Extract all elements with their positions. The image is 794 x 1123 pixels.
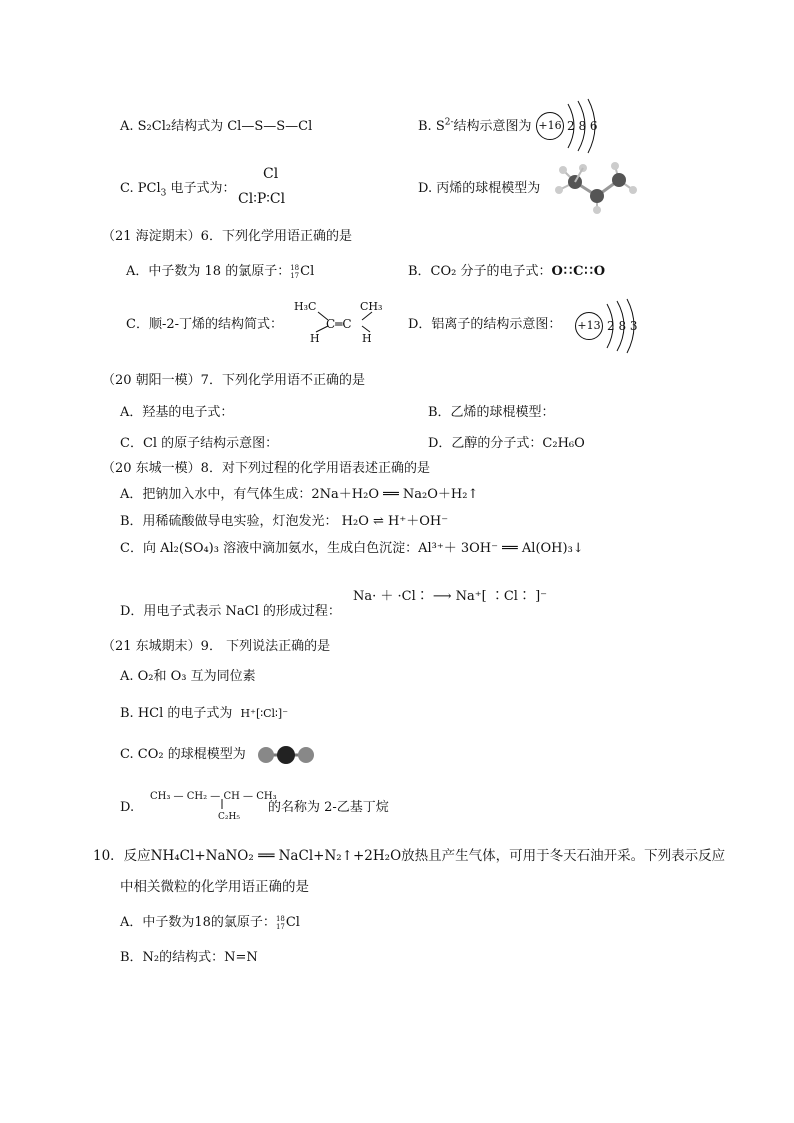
q10-option-a bbox=[120, 914, 300, 932]
q8-option-d: D．用电子式表示 NaCl 的形成过程： bbox=[120, 604, 341, 619]
q9-option-c: C. CO₂ 的球棍模型为 bbox=[120, 747, 246, 762]
q6-isotope bbox=[290, 264, 299, 280]
q6-option-d: D．铝离子的结构示意图： bbox=[408, 317, 562, 332]
q6-atomic-number: 17 bbox=[290, 271, 300, 280]
q7-option-a: A．羟基的电子式： bbox=[120, 405, 234, 420]
q10-option-b: B．N₂的结构式：N=N bbox=[120, 950, 258, 965]
q6-h3c: H₃C bbox=[294, 300, 317, 313]
q10-mass-number: 18 bbox=[275, 914, 285, 923]
co2-ball-stick-model bbox=[255, 745, 317, 765]
q6-al-diagram bbox=[575, 312, 638, 340]
q6-h-right: H bbox=[362, 332, 372, 345]
q5-pcl3-formula: Cl∶P∶Cl bbox=[238, 191, 286, 207]
q5-option-d: D. 丙烯的球棍模型为 bbox=[418, 181, 541, 196]
q6-option-a-text: A．中子数为 18 的氯原子： bbox=[126, 264, 291, 279]
q5-shell-arcs bbox=[564, 98, 604, 154]
q6-double-bond: C═C bbox=[326, 317, 352, 331]
q10-atomic-number: 17 bbox=[275, 922, 285, 931]
q6-option-c: C．顺-2-丁烯的结构简式： bbox=[126, 317, 284, 332]
q5-option-b-sup: 2- bbox=[444, 117, 454, 128]
q6-stem: （21 海淀期末）6．下列化学用语正确的是 bbox=[102, 229, 352, 244]
q7-option-d: D．乙醇的分子式：C₂H₆O bbox=[428, 436, 585, 451]
q5-option-b-post: 结构示意图为 bbox=[453, 119, 532, 134]
q9-stem: （21 东城期末）9． 下列说法正确的是 bbox=[102, 639, 331, 654]
q10-isotope bbox=[276, 915, 285, 931]
q5-option-c-pre: C. PCl bbox=[120, 181, 161, 196]
q5-option-c-sub: 3 bbox=[160, 188, 167, 199]
q6-bond-lines bbox=[306, 308, 382, 334]
q8-stem: （20 东城一模）8．对下列过程的化学用语表述正确的是 bbox=[102, 461, 430, 476]
propene-ball-stick-model bbox=[553, 162, 641, 216]
q6-shells: 2 8 3 bbox=[607, 319, 638, 333]
q5-option-b bbox=[418, 118, 532, 136]
q8-option-b: B．用稀硫酸做导电实验，灯泡发光： H₂O ⇌ H⁺＋OH⁻ bbox=[120, 514, 449, 529]
q10-stem-line2: 中相关微粒的化学用语正确的是 bbox=[120, 879, 309, 895]
q9-option-d-label: D. bbox=[120, 800, 135, 815]
q5-nucleus: +16 bbox=[536, 112, 564, 140]
q9-option-b-text: B. HCl 的电子式为 bbox=[120, 706, 233, 721]
q9-option-a: A. O₂和 O₃ 互为同位素 bbox=[120, 669, 256, 684]
q6-option-b bbox=[408, 263, 606, 281]
q8-nacl-formation: Na· ＋ ·Cl∶ ⟶ Na⁺[ ∶Cl∶ ]⁻ bbox=[353, 589, 548, 604]
q5-shells: 2 8 6 bbox=[567, 119, 598, 133]
q7-option-b: B．乙烯的球棍模型： bbox=[428, 405, 555, 420]
q5-option-b-pre: B. S bbox=[418, 119, 445, 134]
q8-option-a: A．把钠加入水中，有气体生成：2Na＋H₂O ══ Na₂O＋H₂↑ bbox=[120, 487, 479, 502]
q7-option-c: C．Cl 的原子结构示意图： bbox=[120, 436, 279, 451]
q9-hcl-formula: H⁺[∶Cl∶]⁻ bbox=[240, 707, 288, 720]
q9-branch-bond bbox=[221, 799, 225, 809]
q6-ch3: CH₃ bbox=[360, 300, 383, 313]
q6-h-left: H bbox=[310, 332, 320, 345]
q10-option-a-text: A．中子数为18的氯原子： bbox=[120, 915, 276, 930]
q9-option-b bbox=[120, 705, 288, 723]
q5-option-a: A. S₂Cl₂结构式为 Cl—S—S—Cl bbox=[120, 119, 313, 134]
q9-main-chain: CH₃ — CH₂ — CH — CH₃ bbox=[150, 791, 277, 802]
q6-mass-number: 18 bbox=[290, 263, 300, 272]
q6-element: Cl bbox=[300, 264, 315, 279]
q7-stem: （20 朝阳一模）7．下列化学用语不正确的是 bbox=[102, 373, 365, 388]
q5-option-c-post: 电子式为： bbox=[166, 181, 236, 196]
q6-co2-formula: O∷C∷O bbox=[551, 264, 607, 279]
q9-branch: C₂H₅ bbox=[218, 812, 240, 822]
q5-s2-diagram bbox=[536, 112, 598, 140]
q6-option-b-text: B．CO₂ 分子的电子式： bbox=[408, 264, 552, 279]
q8-option-c: C．向 Al₂(SO₄)₃ 溶液中滴加氨水，生成白色沉淀：Al³⁺＋ 3OH⁻ ══ Al(OH)₃↓ bbox=[120, 541, 584, 556]
q10-stem-line1: 10．反应NH₄Cl+NaNO₂ ══ NaCl+N₂↑+2H₂O放热且产生气体，可用于冬天石油开采。下列表示反应 bbox=[93, 848, 726, 864]
q5-option-c bbox=[120, 180, 235, 198]
q6-shell-arcs bbox=[603, 298, 643, 354]
q6-nucleus: +13 bbox=[575, 312, 603, 340]
q10-element: Cl bbox=[285, 915, 300, 930]
q6-option-a bbox=[126, 263, 314, 281]
q9-option-d-text: 的名称为 2-乙基丁烷 bbox=[268, 800, 389, 815]
q5-pcl3-top: Cl bbox=[263, 166, 279, 182]
